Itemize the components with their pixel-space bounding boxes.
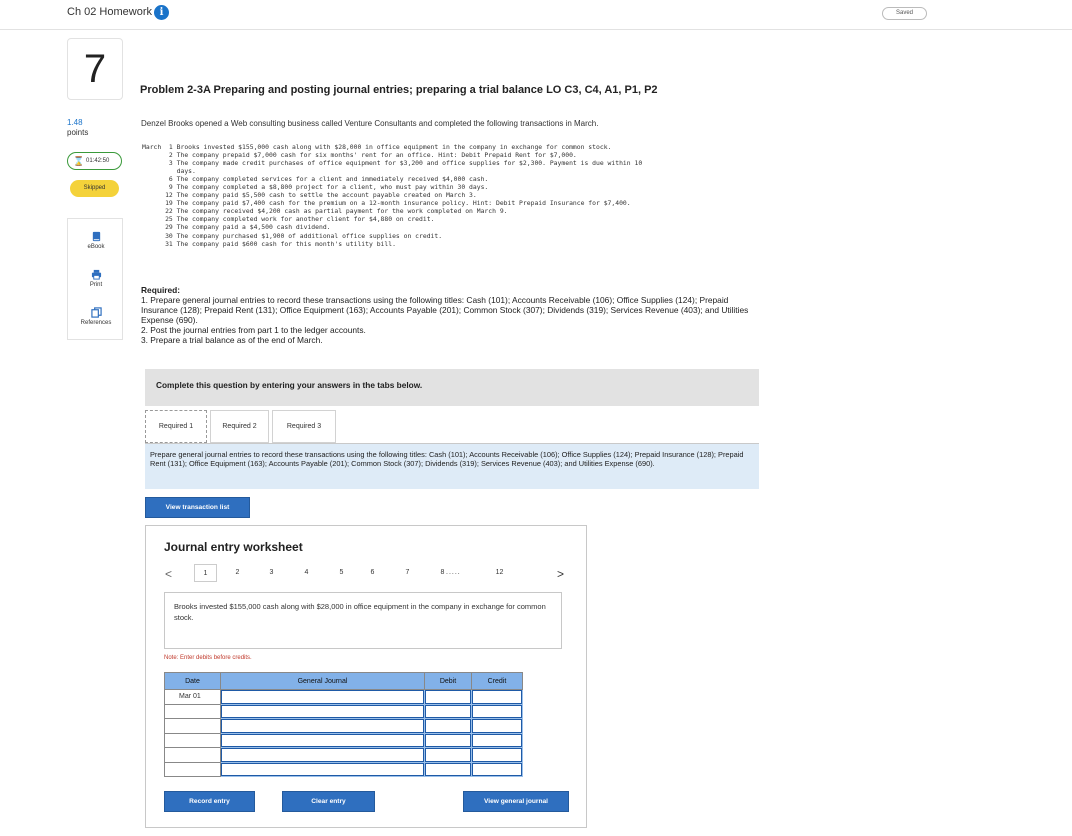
column-header-debit: Debit bbox=[425, 673, 472, 690]
debit-input-box[interactable] bbox=[425, 719, 471, 733]
required-item-3: 3. Prepare a trial balance as of the end of March. bbox=[141, 335, 323, 345]
debit-input[interactable] bbox=[425, 762, 472, 777]
account-input-box[interactable] bbox=[221, 705, 424, 719]
points-label: points bbox=[67, 128, 89, 137]
account-input[interactable] bbox=[221, 733, 425, 748]
account-input[interactable] bbox=[221, 748, 425, 763]
credit-input-box[interactable] bbox=[472, 690, 522, 704]
record-entry-button[interactable]: Record entry bbox=[164, 791, 255, 812]
table-row bbox=[165, 719, 523, 734]
entry-note: Note: Enter debits before credits. bbox=[164, 655, 252, 661]
date-cell: Mar 01 bbox=[165, 690, 221, 705]
journal-table bbox=[164, 672, 523, 777]
account-input[interactable] bbox=[221, 704, 425, 719]
date-cell bbox=[165, 704, 221, 719]
account-input[interactable] bbox=[221, 762, 425, 777]
table-row bbox=[165, 690, 523, 705]
credit-input-box[interactable] bbox=[472, 734, 522, 748]
table-row bbox=[165, 733, 523, 748]
tab-required-1[interactable]: Required 1 bbox=[145, 410, 207, 443]
transactions-list: March 1 Brooks invested $155,000 cash along with $28,000 in office equipment in the company in exchange for common stock. 2 The company prepaid $7,000 cash for six months' rent for an office. Hint: Debit Prepaid Rent for $7,000. 3 The company made credit purchases of office equipment for $3,200 and office supplies for $2,300. Payment is due within 10 days. 6 The company completed services for a client and immediately received $4,000 cash. 9 The company completed a $8,800 project for a client, who must pay within 30 days. 12 The company paid $5,500 cash to settle the account payable created on March 3. 19 The company paid $7,400 cash for the premium on a 12-month insurance policy. Hint: Debit Prepaid Insurance for $7,400. 22 The company received $4,200 cash as partial payment for the work completed on March 9. 25 The company completed work for another client for $4,880 on credit. 29 The company paid a $4,500 cash dividend. 30 The company purchased $1,900 of additional office supplies on credit. 31 The company paid $600 cash for this month's utility bill. bbox=[142, 143, 643, 248]
tab-required-3[interactable]: Required 3 bbox=[272, 410, 336, 443]
debit-input[interactable] bbox=[425, 704, 472, 719]
view-general-journal-button[interactable]: View general journal bbox=[463, 791, 569, 812]
date-cell bbox=[165, 733, 221, 748]
account-input[interactable] bbox=[221, 719, 425, 734]
instructions-text: Complete this question by entering your answers in the tabs below. bbox=[156, 380, 423, 390]
debit-input-box[interactable] bbox=[425, 734, 471, 748]
saved-status: Saved bbox=[882, 7, 927, 20]
column-header-credit: Credit bbox=[472, 673, 523, 690]
references-label: References bbox=[80, 320, 112, 326]
references-button[interactable] bbox=[68, 307, 124, 326]
prev-page-button[interactable]: < bbox=[165, 567, 173, 581]
next-page-button[interactable]: > bbox=[557, 567, 565, 581]
required-item-1: 1. Prepare general journal entries to record these transactions using the following titles: Cash (101); Accounts Receivable (106); Office Supplies (124); Prepaid Insurance (128); Prepaid Rent (131); Office Equipment (163); Accounts Payable (201); Common Stock (307); Dividends (319); Services Revenue (403); and Utilities Expense (690). bbox=[141, 295, 749, 325]
ebook-button[interactable] bbox=[68, 231, 124, 250]
page-1-button[interactable]: 1 bbox=[194, 564, 217, 582]
page-7-button[interactable]: 7 bbox=[405, 569, 410, 576]
account-input[interactable] bbox=[221, 690, 425, 705]
table-row bbox=[165, 704, 523, 719]
page-3-button[interactable]: 3 bbox=[269, 569, 274, 576]
credit-input-box[interactable] bbox=[472, 748, 522, 762]
page-8-button[interactable]: 8 bbox=[440, 569, 445, 576]
debit-input-box[interactable] bbox=[425, 705, 471, 719]
print-button[interactable] bbox=[68, 269, 124, 288]
pager-ellipsis: ..... bbox=[446, 569, 461, 576]
timer-value: 01:42:50 bbox=[86, 158, 110, 164]
account-input-box[interactable] bbox=[221, 719, 424, 733]
credit-input-box[interactable] bbox=[472, 705, 522, 719]
book-icon bbox=[91, 231, 102, 242]
table-row bbox=[165, 762, 523, 777]
assignment-title: Ch 02 Homework bbox=[67, 6, 152, 18]
date-cell bbox=[165, 719, 221, 734]
skipped-badge: Skipped bbox=[70, 180, 119, 197]
credit-input-box[interactable] bbox=[472, 719, 522, 733]
credit-input[interactable] bbox=[472, 748, 523, 763]
credit-input[interactable] bbox=[472, 690, 523, 705]
clear-entry-button[interactable]: Clear entry bbox=[282, 791, 375, 812]
date-cell bbox=[165, 762, 221, 777]
problem-title: Problem 2-3A Preparing and posting journal entries; preparing a trial balance LO C3, C4, A1, P1, P2 bbox=[140, 84, 658, 96]
account-input-box[interactable] bbox=[221, 690, 424, 704]
credit-input[interactable] bbox=[472, 733, 523, 748]
debit-input[interactable] bbox=[425, 690, 472, 705]
debit-input[interactable] bbox=[425, 748, 472, 763]
ebook-label: eBook bbox=[87, 244, 105, 250]
debit-input[interactable] bbox=[425, 733, 472, 748]
transaction-description: Brooks invested $155,000 cash along with $28,000 in office equipment in the company in exchange for common stock. bbox=[164, 592, 562, 649]
top-bar bbox=[0, 0, 1072, 30]
debit-input[interactable] bbox=[425, 719, 472, 734]
credit-input[interactable] bbox=[472, 704, 523, 719]
table-row bbox=[165, 748, 523, 763]
timer bbox=[67, 152, 122, 170]
account-input-box[interactable] bbox=[221, 748, 424, 762]
required-heading: Required: bbox=[141, 285, 181, 295]
printer-icon bbox=[91, 269, 102, 280]
hourglass-icon: ⌛ bbox=[73, 156, 85, 166]
print-label: Print bbox=[89, 282, 103, 288]
references-icon bbox=[91, 307, 102, 318]
worksheet-title: Journal entry worksheet bbox=[164, 540, 303, 554]
points-value: 1.48 bbox=[67, 118, 83, 127]
problem-intro: Denzel Brooks opened a Web consulting business called Venture Consultants and completed the following transactions in March. bbox=[141, 119, 599, 128]
account-input-box[interactable] bbox=[221, 763, 424, 777]
required-section bbox=[141, 285, 765, 345]
journal-entry-worksheet bbox=[145, 525, 587, 828]
credit-input[interactable] bbox=[472, 719, 523, 734]
tools-panel bbox=[67, 218, 123, 340]
tab-required-2[interactable]: Required 2 bbox=[210, 410, 269, 443]
date-cell bbox=[165, 748, 221, 763]
debit-input-box[interactable] bbox=[425, 690, 471, 704]
requirement-description: Prepare general journal entries to record these transactions using the following titles: Cash (101); Accounts Receivable (106); Office Supplies (124); Prepaid Insurance (128); Prepaid Rent (131); Office Equipment (163); Accounts Payable (201); Common Stock (307); Dividends (319); Services Revenue (403); and Utilities Expense (690). bbox=[145, 444, 759, 489]
column-header-general-journal: General Journal bbox=[221, 673, 425, 690]
info-icon[interactable]: i bbox=[154, 5, 169, 20]
debit-input-box[interactable] bbox=[425, 763, 471, 777]
page-12-button[interactable]: 12 bbox=[495, 569, 504, 576]
column-header-date: Date bbox=[165, 673, 221, 690]
required-item-2: 2. Post the journal entries from part 1 to the ledger accounts. bbox=[141, 325, 366, 335]
debit-input-box[interactable] bbox=[425, 748, 471, 762]
points-display bbox=[67, 118, 88, 138]
credit-input-box[interactable] bbox=[472, 763, 522, 777]
view-transaction-list-button[interactable]: View transaction list bbox=[145, 497, 250, 518]
account-input-box[interactable] bbox=[221, 734, 424, 748]
page-6-button[interactable]: 6 bbox=[370, 569, 375, 576]
question-number: 7 bbox=[67, 38, 123, 100]
page-5-button[interactable]: 5 bbox=[339, 569, 344, 576]
page-4-button[interactable]: 4 bbox=[304, 569, 309, 576]
instructions-banner bbox=[145, 369, 759, 406]
page-2-button[interactable]: 2 bbox=[235, 569, 240, 576]
credit-input[interactable] bbox=[472, 762, 523, 777]
